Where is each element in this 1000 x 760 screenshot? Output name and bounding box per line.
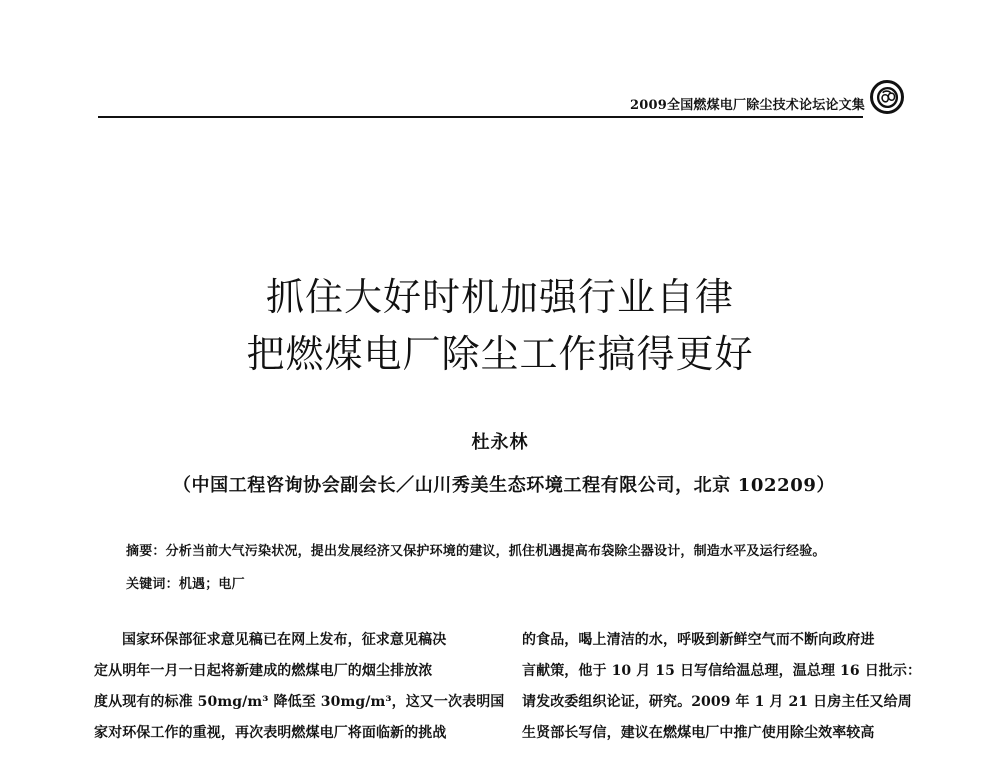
author-affiliation: （中国工程咨询协会副会长／山川秀美生态环境工程有限公司，北京 102209）: [172, 475, 836, 496]
abstract-text: 分析当前大气污染状况，提出发展经济又保护环境的建议，抓住机遇提高布袋除尘器设计，制造水平及运行经验。: [165, 544, 826, 559]
body-text-line: 请发改委组织论证，研究。2009 年 1 月 21 日房主任又给周: [522, 694, 912, 710]
body-text-line: 言献策，他于 10 月 15 日写信给温总理，温总理 16 日批示：: [522, 663, 922, 679]
page-header: [98, 62, 900, 122]
article-title-line-1: 抓住大好时机加强行业自律: [265, 275, 734, 319]
body-left-column: [94, 625, 505, 749]
keywords-text: 机遇；电厂: [178, 577, 245, 592]
header-divider: [98, 116, 863, 118]
keywords: [126, 573, 245, 592]
body-text-line: 生贤部长写信，建议在燃煤电厂中推广使用除尘效率较高: [522, 725, 875, 741]
abstract-label: 摘要：: [126, 544, 166, 559]
body-text-line: 家对环保工作的重视，再次表明燃煤电厂将面临新的挑战: [94, 725, 447, 741]
keywords-label: 关键词：: [126, 577, 179, 592]
body-text-line: 度从现有的标准 50mg/m³ 降低至 30mg/m³，这又一次表明国: [94, 694, 505, 710]
body-text-line: 定从明年一月一日起将新建成的燃煤电厂的烟尘排放浓: [94, 663, 433, 679]
author-name: 杜永林: [471, 432, 529, 453]
article-title-line-2: 把燃煤电厂除尘工作搞得更好: [246, 332, 754, 376]
body-right-column: [522, 625, 922, 749]
collection-title: 2009全国燃煤电厂除尘技术论坛论文集: [630, 98, 865, 113]
body-text-line: 的食品，喝上清洁的水，呼吸到新鲜空气而不断向政府进: [522, 632, 875, 648]
body-text-line: 国家环保部征求意见稿已在网上发布，征求意见稿决: [122, 632, 447, 648]
publication-logo-icon: [870, 80, 904, 114]
abstract: [126, 540, 886, 559]
